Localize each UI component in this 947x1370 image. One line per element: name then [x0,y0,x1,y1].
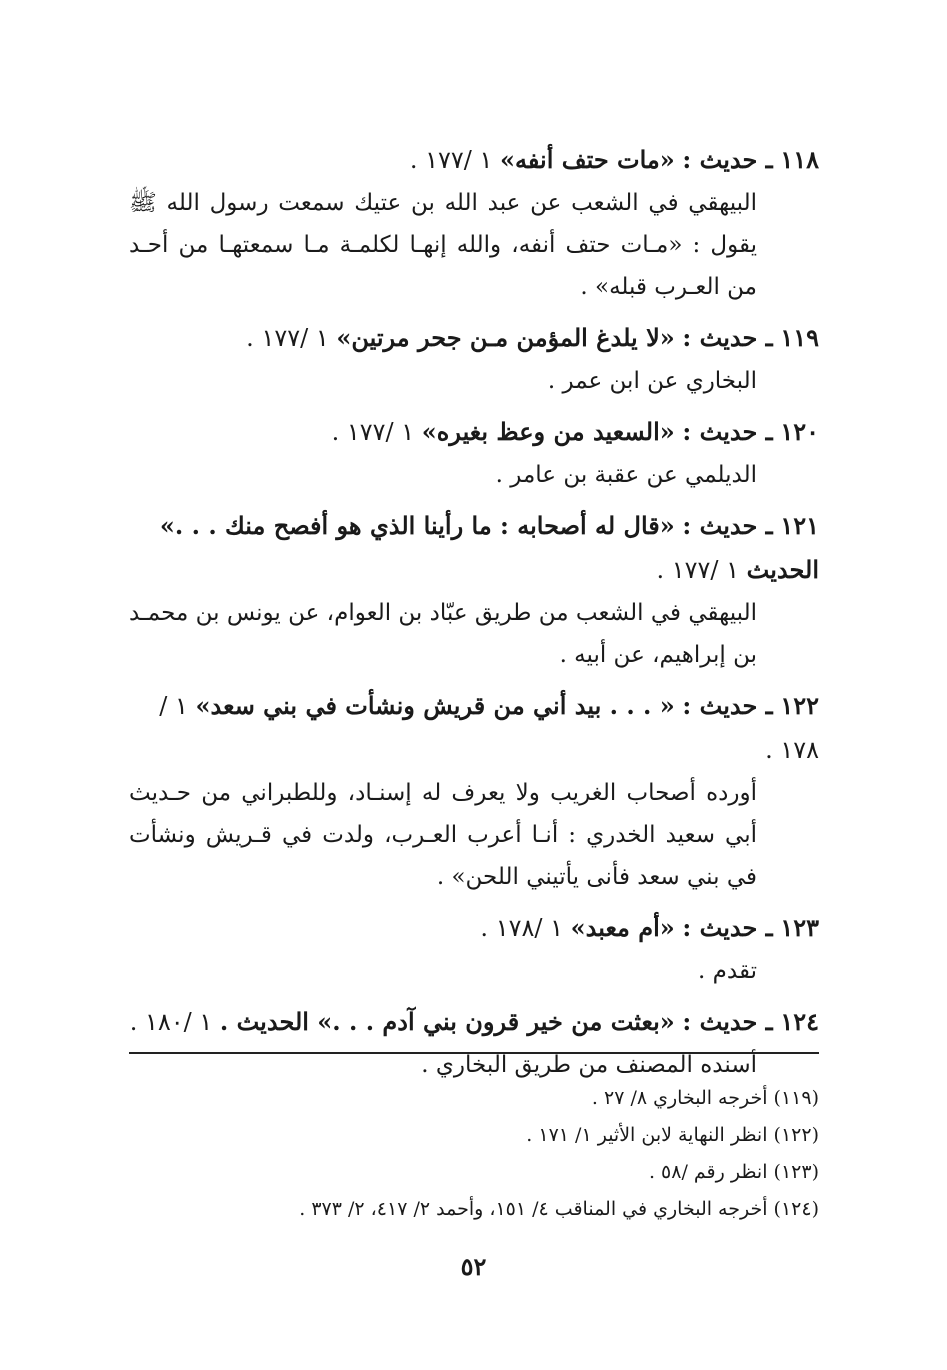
source-note: أسنده المصنف من طريق البخاري . [421,1052,757,1078]
hadith-entry [129,1000,819,1086]
source-note: البخاري عن ابن عمر . [547,368,757,394]
footnote: (١١٩) أخرجه البخاري ٨/ ٢٧ . [591,1087,819,1109]
footnote: (١٢٣) انظر رقم /٥٨ . [648,1161,819,1183]
source-note: أورده أصحاب الغريب ولا يعرف له إسنـاد، وللطبراني من حـديث أبي سعيد الخدري : أنـا أعرب العـرب، ولدت في قـريش ونشأت في بني سعد فأنى يأتيني اللحن» . [129,780,757,890]
hadith-entry [129,906,819,992]
entry-number: ١٢٠ [780,417,819,446]
entry-keyword: ـ حديث : [682,323,773,352]
volume-page-ref: ١ /١٨٠ . [129,1008,213,1036]
volume-page-ref: ١ /١٧٧ . [246,324,329,352]
entry-number: ١١٩ [780,323,819,352]
entry-heading [129,316,819,360]
footnote: (١٢٢) انظر النهاية لابن الأثير ١/ ١٧١ . [526,1124,819,1146]
entry-number: ١٢٣ [780,913,819,942]
page-number: ٥٢ [460,1252,487,1281]
hadith-text: «بعثت من خير قرون بني آدم . . .» الحديث . [219,1007,675,1036]
entry-keyword: ـ حديث : [682,145,773,174]
entry-keyword: ـ حديث : [682,1007,773,1036]
entry-heading [129,410,819,454]
entry-heading [129,684,819,772]
entry-number: ١٢٢ [780,691,819,720]
hadith-entry [129,316,819,402]
hadith-text: «لا يلدغ المؤمن مـن جحر مرتين» [336,323,675,352]
source-note: البيهقي في الشعب من طريق عبّاد بن العوام، عن يونس بن محمـد بن إبراهيم، عن أبيه . [129,600,757,668]
entry-heading [129,1000,819,1044]
source-note: البيهقي في الشعب عن عبد الله بن عتيك سمعت رسول الله ﷺ يقول : «مـات حتف أنفه، والله إنهـا لكلمـة مـا سمعتهـا من أحـد من العـرب قبله» . [129,190,757,300]
hadith-entry [129,138,819,308]
source-note: تقدم . [698,958,757,984]
entry-heading [129,906,819,950]
entry-number: ١٢١ [780,511,819,540]
hadith-entry [129,410,819,496]
hadith-text: «مات حتف أنفه» [500,145,675,174]
entry-number: ١٢٤ [780,1007,819,1036]
hadith-entries [129,138,819,1094]
volume-page-ref: ١ /١٧٨ . [159,692,819,764]
footnote-divider [129,1052,819,1054]
footnotes [129,1080,819,1228]
hadith-text: «أم معبد» [570,913,675,942]
volume-page-ref: ١ /١٧٧ . [409,146,493,174]
entry-keyword: ـ حديث : [682,417,773,446]
hadith-text: «قال له أصحابه : ما رأينا الذي هو أفصح منك . . .» الحديث [159,511,819,584]
entry-keyword: ـ حديث : [682,913,773,942]
hadith-entry [129,684,819,898]
entry-keyword: ـ حديث : [682,511,773,540]
entry-heading [129,504,819,592]
entry-heading [129,138,819,182]
hadith-text: « . . . بيد أني من قريش ونشأت في بني سعد» [195,691,675,720]
volume-page-ref: ١ /١٧٨ . [480,914,563,942]
entry-keyword: ـ حديث : [682,691,773,720]
source-note: الديلمي عن عقبة بن عامر . [495,462,757,488]
volume-page-ref: ١ /١٧٧ . [656,556,740,584]
footnote: (١٢٤) أخرجه البخاري في المناقب ٤/ ١٥١، وأحمد ٢/ ٤١٧، ٢/ ٣٧٣ . [299,1198,819,1220]
entry-number: ١١٨ [780,145,819,174]
hadith-text: «السعيد من وعظ بغيره» [421,417,675,446]
volume-page-ref: ١ /١٧٧ . [331,418,415,446]
hadith-entry [129,504,819,676]
